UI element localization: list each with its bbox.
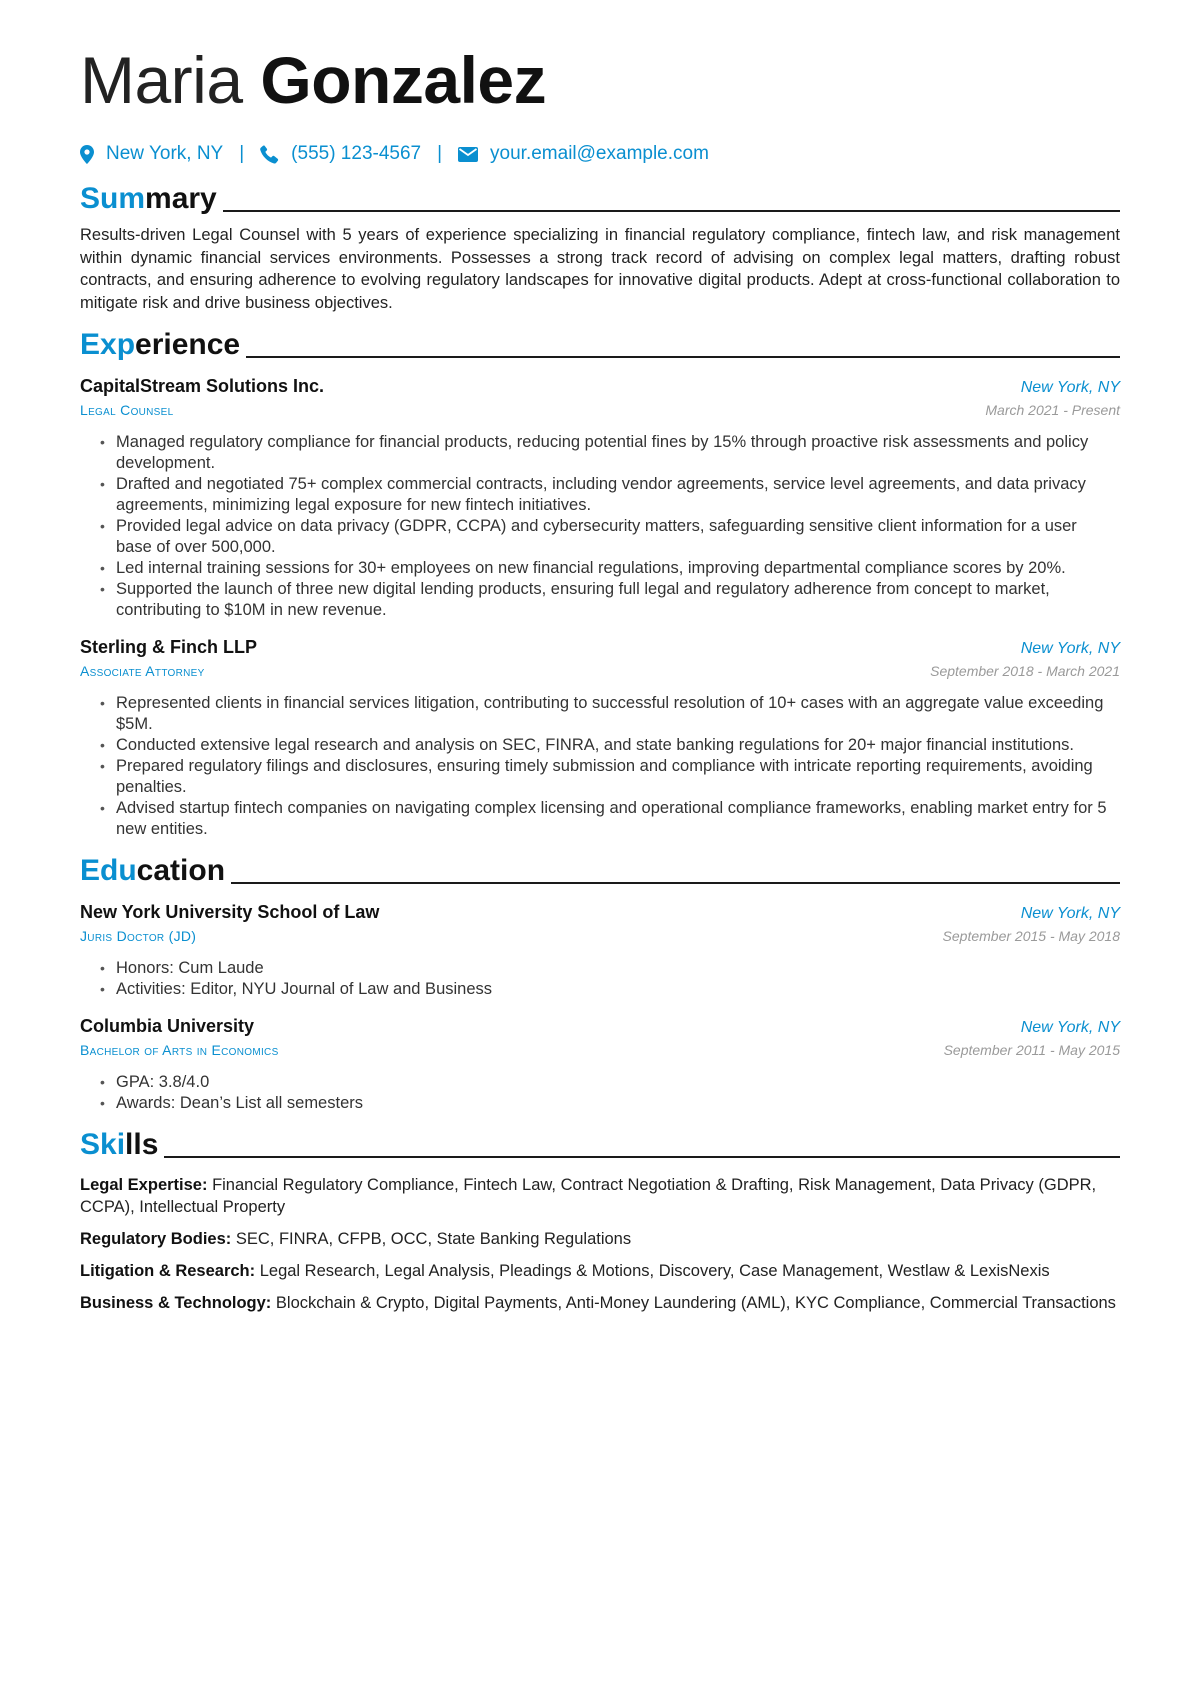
email-text: your.email@example.com: [490, 143, 709, 164]
skill-label: Litigation & Research:: [80, 1262, 256, 1280]
bullet-item: • Drafted and negotiated 75+ complex commercial contracts, including vendor agreements, service level agreements, and data privacy agreements, minimizing legal exposure for new fintech initiatives.: [116, 474, 1120, 516]
entry-header: [80, 374, 1120, 400]
bullet-item: • Conducted extensive legal research and analysis on SEC, FINRA, and state banking regulations for 20+ major financial institutions.: [116, 735, 1120, 756]
bullet-item: • Represented clients in financial services litigation, contributing to successful resolution of 10+ cases with an aggregate value exceeding $5M.: [116, 693, 1120, 735]
phone-icon: [260, 145, 279, 164]
last-name: Gonzalez: [260, 43, 547, 117]
job-title: Legal Counsel: [80, 402, 174, 418]
section-rule: [164, 1156, 1120, 1158]
location-text: New York, NY: [106, 143, 224, 164]
entry-subheader: [80, 1040, 1120, 1060]
entry-location: New York, NY: [1020, 1019, 1120, 1036]
section-heading: [80, 1124, 1120, 1162]
skill-row: [80, 1260, 1120, 1282]
bullet-item: • Awards: Dean’s List all semesters: [116, 1093, 1120, 1114]
institution: New York University School of Law: [80, 902, 380, 922]
title-rest: lls: [125, 1128, 159, 1161]
section-title: [80, 328, 240, 362]
title-accent: Ski: [80, 1128, 126, 1161]
contact-phone[interactable]: [260, 143, 421, 165]
entry-subheader: [80, 400, 1120, 420]
education-entry: [80, 1014, 1120, 1114]
organization: CapitalStream Solutions Inc.: [80, 376, 325, 396]
title-accent: Edu: [80, 854, 137, 887]
institution: Columbia University: [80, 1016, 255, 1036]
entry-subheader: [80, 926, 1120, 946]
contact-location: [80, 143, 223, 165]
candidate-name: [80, 40, 1120, 120]
title-accent: Sum: [80, 182, 146, 215]
section-heading: [80, 324, 1120, 362]
bullet-item: • Honors: Cum Laude: [116, 958, 1120, 979]
entry-dates: September 2015 - May 2018: [942, 928, 1120, 944]
skill-label: Legal Expertise:: [80, 1176, 208, 1194]
section-rule: [231, 882, 1120, 884]
entry-location: New York, NY: [1020, 640, 1120, 657]
degree: Juris Doctor (JD): [80, 928, 197, 944]
skill-label: Regulatory Bodies:: [80, 1230, 232, 1248]
bullet-item: • Led internal training sessions for 30+ employees on new financial regulations, improving departmental compliance scores by 20%.: [116, 558, 1120, 579]
contact-separator: |: [437, 143, 443, 164]
entry-dates: September 2018 - March 2021: [930, 663, 1120, 679]
bullet-item: • Managed regulatory compliance for financial products, reducing potential fines by 15% through proactive risk assessments and policy development.: [116, 432, 1120, 474]
entry-subheader: [80, 661, 1120, 681]
skill-row: [80, 1292, 1120, 1314]
bullet-item: • Activities: Editor, NYU Journal of Law and Business: [116, 979, 1120, 1000]
section-heading: [80, 178, 1120, 216]
section-title: [80, 854, 225, 888]
experience-section: [80, 324, 1120, 840]
title-rest: erience: [135, 328, 241, 361]
contact-bar: [80, 140, 1120, 168]
bullet-list: [80, 1072, 1120, 1114]
skills-section: [80, 1124, 1120, 1314]
section-rule: [223, 210, 1120, 212]
entry-header: [80, 635, 1120, 661]
bullet-list: [80, 693, 1120, 840]
skill-value: SEC, FINRA, CFPB, OCC, State Banking Regulations: [235, 1230, 632, 1248]
summary-text: Results-driven Legal Counsel with 5 years of experience specializing in financial regulatory compliance, fintech law, and risk management within dynamic financial services environments. Possesses a strong track record of advising on complex legal matters, drafting robust contracts, and ensuring adherence to evolving regulatory landscapes for innovative digital products. Adept at cross-functional collaboration to mitigate risk and drive business objectives.: [80, 226, 1120, 312]
bullet-item: • Provided legal advice on data privacy (GDPR, CCPA) and cybersecurity matters, safeguarding sensitive client information for a user base of over 500,000.: [116, 516, 1120, 558]
organization: Sterling & Finch LLP: [80, 637, 258, 657]
skill-row: [80, 1174, 1120, 1218]
experience-entry: [80, 635, 1120, 840]
title-rest: cation: [136, 854, 226, 887]
job-title: Associate Attorney: [80, 663, 205, 679]
contact-separator: |: [239, 143, 245, 164]
envelope-icon: [458, 147, 478, 162]
bullet-item: • Advised startup fintech companies on navigating complex licensing and operational compliance frameworks, enabling market entry for 5 new entities.: [116, 798, 1120, 840]
bullet-item: • GPA: 3.8/4.0: [116, 1072, 1120, 1093]
section-title: [80, 182, 217, 216]
skill-value: Blockchain & Crypto, Digital Payments, Anti-Money Laundering (AML), KYC Compliance, Commercial Transactions: [275, 1294, 1116, 1312]
degree: Bachelor of Arts in Economics: [80, 1042, 279, 1058]
bullet-list: [80, 432, 1120, 621]
phone-text: (555) 123-4567: [291, 143, 422, 164]
skill-value: Financial Regulatory Compliance, Fintech Law, Contract Negotiation & Drafting, Risk Management, Data Privacy (GDPR, CCPA), Intellectual Property: [80, 1176, 1097, 1216]
summary-section: [80, 178, 1120, 314]
education-section: [80, 850, 1120, 1114]
entry-location: New York, NY: [1020, 905, 1120, 922]
contact-email[interactable]: [458, 143, 709, 165]
section-heading: [80, 850, 1120, 888]
skill-row: [80, 1228, 1120, 1250]
entry-dates: March 2021 - Present: [985, 402, 1120, 418]
education-entry: [80, 900, 1120, 1000]
first-name: Maria: [80, 43, 243, 117]
skill-value: Legal Research, Legal Analysis, Pleadings & Motions, Discovery, Case Management, Westlaw & LexisNexis: [259, 1262, 1050, 1280]
section-rule: [246, 356, 1120, 358]
section-title: [80, 1128, 158, 1162]
entry-header: [80, 1014, 1120, 1040]
bullet-item: • Prepared regulatory filings and disclosures, ensuring timely submission and compliance with intricate reporting requirements, avoiding penalties.: [116, 756, 1120, 798]
entry-location: New York, NY: [1020, 379, 1120, 396]
skill-label: Business & Technology:: [80, 1294, 272, 1312]
bullet-list: [80, 958, 1120, 1000]
bullet-item: • Supported the launch of three new digital lending products, ensuring full legal and regulatory adherence from concept to market, contributing to $10M in new revenue.: [116, 579, 1120, 621]
entry-dates: September 2011 - May 2015: [943, 1042, 1120, 1058]
map-pin-icon: [80, 145, 94, 164]
entry-header: [80, 900, 1120, 926]
title-accent: Exp: [80, 328, 136, 361]
title-rest: mary: [145, 182, 217, 215]
experience-entry: [80, 374, 1120, 621]
